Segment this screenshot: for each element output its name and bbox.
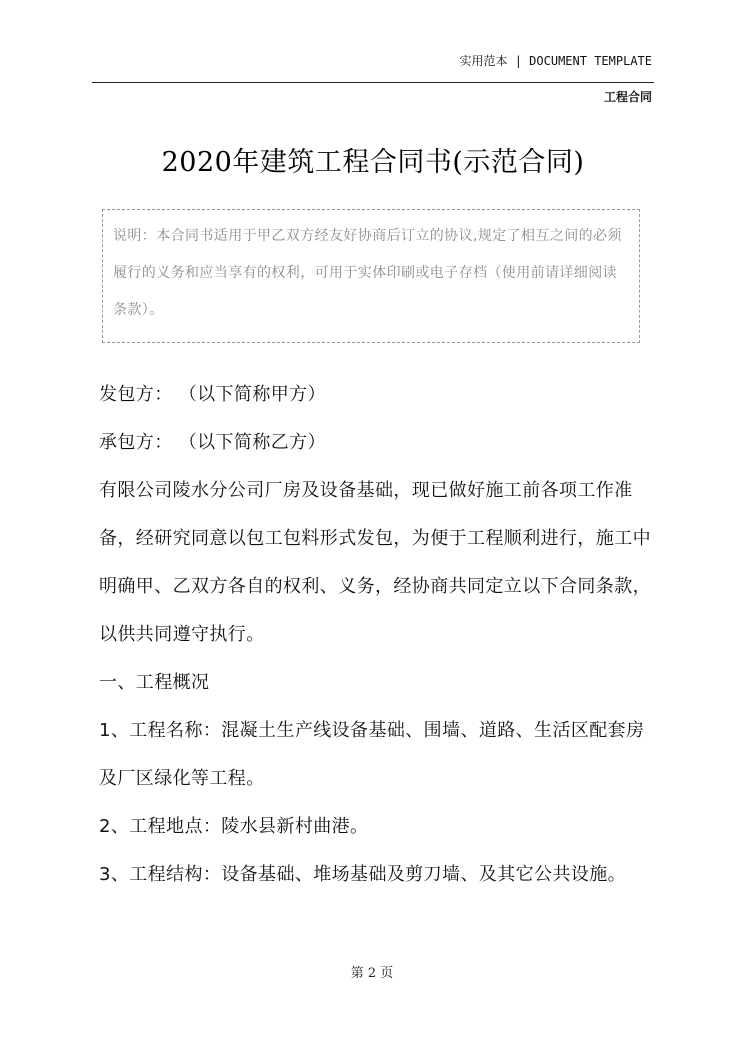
section-heading-overview: 一、工程概况 [99,672,210,693]
page-number: 第 2 页 [350,966,394,981]
party-b-line: 承包方： （以下简称乙方） [99,432,326,453]
intro-paragraph: 有限公司陵水分公司厂房及设备基础，现已做好施工前各项工作准备，经研究同意以包工包料形式发包，为便于工程顺利进行，施工中明确甲、乙双方各自的权利、义务，经协商共同定立以下合同条款，以供共同遵守执行。 [99,480,651,645]
party-a-line: 发包方： （以下简称甲方） [99,384,326,405]
clause-project-location: 2、工程地点：陵水县新村曲港。 [99,816,369,837]
header-brand: 实用范本 | DOCUMENT TEMPLATE [459,54,652,68]
usage-note-text: 说明：本合同书适用于甲乙双方经友好协商后订立的协议,规定了相互之间的必须履行的义务和应当享有的权利，可用于实体印刷或电子存档（使用前请详细阅读条款）。 [113,228,622,318]
clause-project-structure: 3、工程结构：设备基础、堆场基础及剪刀墙、及其它公共设施。 [99,864,627,885]
header-category: 工程合同 [603,90,652,104]
header-divider [92,82,654,83]
clause-project-name: 1、工程名称：混凝土生产线设备基础、围墙、道路、生活区配套房及厂区绿化等工程。 [99,720,645,789]
contract-body [99,371,659,899]
document-title: 2020年建筑工程合同书(示范合同) [161,147,585,178]
usage-note-box [102,209,640,343]
